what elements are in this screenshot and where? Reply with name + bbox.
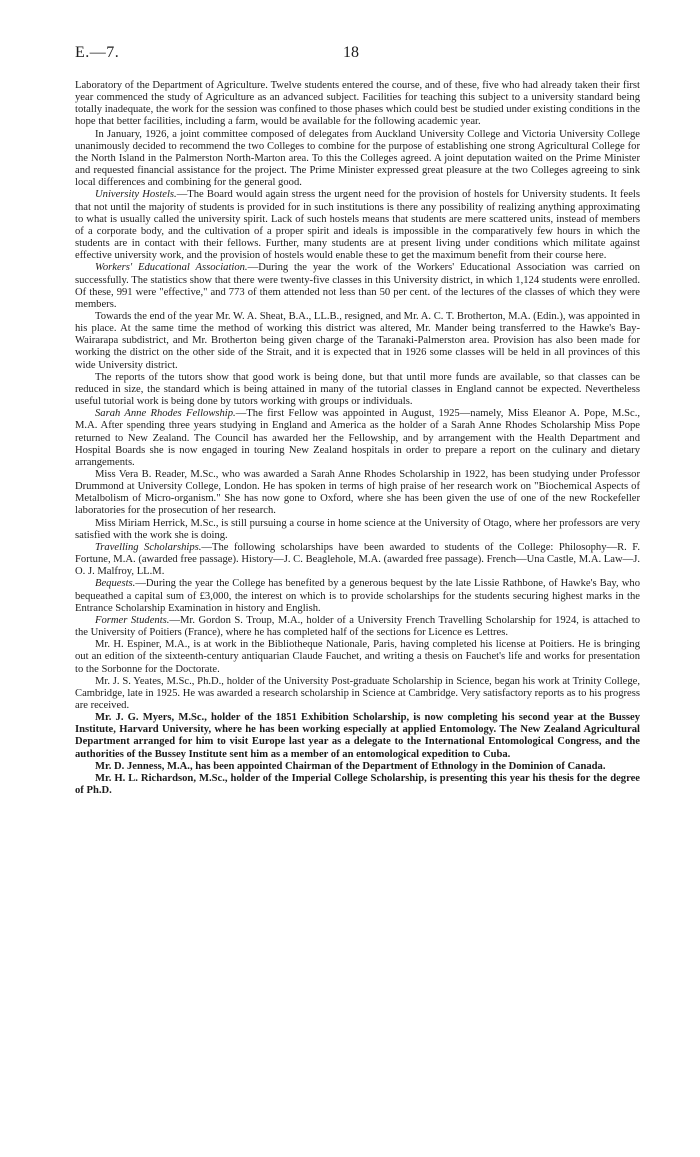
paragraph-university-hostels: University Hostels.—The Board would again stress the urgent need for the provision of hostels for University students. It feels that not until the majority of students is provided for in such institutions is there any possibility of realizing anything approximating to what is usually called the university spirit. Lack of such hostels means that students are mere scattered units, instead of members of a corporate body, and the cultivation of a proper spirit and ideals is impossible in the comparatively few hours in which the students are in contact with their fellows. Further, many students are at present living under conditions which militate against effective university work, and the provision of hostels would enable these to get the maximum benefit from their course here. (75, 189, 640, 262)
paragraph: Mr. J. S. Yeates, M.Sc., Ph.D., holder of the University Post-graduate Scholarship in Science, began his work at Trinity College, Cambridge, late in 1925. He was awarded a research scholarship in Science at Cambridge. Very satisfactory reports as to his progress are received. (75, 675, 640, 711)
paragraph-former-students: Former Students.—Mr. Gordon S. Troup, M.A., holder of a University French Travelling Scholarship for 1924, is attached to the University of Poitiers (France), where he has completed half of the sections for Licence es Lettres. (75, 614, 641, 639)
paragraph-workers-educational-association: Workers' Educational Association.—During the year the work of the Workers' Educational Association was carried on successfully. The statistics show that there were twenty-five classes in this University district, in which 1,124 students were enrolled. Of these, 991 were "effective," and 773 of them attended not less than 50 per cent. of the lectures of the classes of which they were members. (75, 262, 640, 310)
paragraph: Miss Vera B. Reader, M.Sc., who was awarded a Sarah Anne Rhodes Scholarship in 1922, has been studying under Professor Drummond at University College, London. He has spoken in terms of high praise of her research work on "Biochemical Aspects of Metalbolism of Micro-organism." She has now gone to Oxford, where she has been given the use of one of the new Rockefeller laboratories for the prosecution of her research. (75, 469, 640, 517)
paragraph-rhodes-fellowship: Sarah Anne Rhodes Fellowship.—The first Fellow was appointed in August, 1925—namely, Miss Eleanor A. Pope, M.Sc., M.A. After spending three years studying in England and America as the holder of a Sarah Anne Rhodes Scholarship Miss Pope returned to New Zealand. The Council has awarded her the Fellowship, and by arrangement with the Health Department and Hospital Boards she is now engaged in touring New Zealand hospitals in order to prepare a report on the culinary and dietary arrangements. (75, 408, 640, 468)
paragraph: Mr. H. Espiner, M.A., is at work in the Bibliotheque Nationale, Paris, having completed his license at Poitiers. He is bringing out an edition of the sixteenth-century antiquarian Claude Fauchet, and writing a thesis on Fauchet's life and works for presentation to the Sorbonne for the Doctorate. (75, 639, 640, 675)
paragraph: Laboratory of the Department of Agriculture. Twelve students entered the course, and of these, five who had already taken their first year commenced the study of Agriculture as an advanced subject. Facilities for teaching this subject to a university standard being totally inadequate, the work for the session was confined to those phases which could best be studied under existing conditions in the hope that better facilities, including a farm, would be available for the following academic year. (75, 80, 640, 128)
paragraph: Mr. J. G. Myers, M.Sc., holder of the 1851 Exhibition Scholarship, is now completing his second year at the Bussey Institute, Harvard University, where he has been working especially at applied Entomology. The New Zealand Agricultural Department arranged for him to visit Europe last year as a delegate to the International Entomological Congress, and the authorities of the Bussey Institute sent him as a member of an entomological expedition to Cuba. (75, 712, 640, 760)
paragraph: Towards the end of the year Mr. W. A. Sheat, B.A., LL.B., resigned, and Mr. A. C. T. Brotherton, M.A. (Edin.), was appointed in his place. At the same time the method of working this district was altered, Mr. Mander being transferred to the Hawke's Bay-Wairarapa subdistrict, and Mr. Brotherton being given charge of the Taranaki-Palmerston area. Provision has also been made for working the district on the other side of the Strait, and it is expected that in 1926 some classes will be held in all provinces of this wide University district. (75, 310, 640, 371)
paragraph-heading: Workers' Educational Association. (95, 262, 248, 274)
paragraph-heading: Former Students. (95, 614, 170, 626)
paragraph-bequests: Bequests.—During the year the College has benefited by a generous bequest by the late Lissie Rathbone, of Hawke's Bay, who bequeathed a capital sum of £3,000, the interest on which is to provide scholarships for the students securing highest marks in the Entrance Scholarship Examination in history and English. (75, 578, 640, 614)
paragraph: Miss Miriam Herrick, M.Sc., is still pursuing a course in home science at the University of Otago, where her professors are very satisfied with the work she is doing. (75, 517, 640, 541)
body-text (75, 80, 640, 797)
paragraph: Mr. D. Jenness, M.A., has been appointed Chairman of the Department of Ethnology in the Dominion of Canada. (95, 760, 606, 772)
paragraph: The reports of the tutors show that good work is being done, but that until more funds are available, so that classes can be reduced in size, the standard which is being attained in many of the tutorial classes in England cannot be expected. Nevertheless useful tutorial work is being done by tutors working with groups or individuals. (75, 371, 640, 408)
paragraph-heading: Travelling Scholarships. (95, 541, 202, 553)
paragraph-heading: University Hostels. (95, 189, 177, 201)
paragraph-travelling-scholarships: Travelling Scholarships.—The following scholarships have been awarded to students of the College: Philosophy—R. F. Fortune, M.A. (awarded free passage). History—J. C. Beaglehole, M.A. (awarded free passage). French—Una Castle, M.A. Law—J. O. J. Malfroy, LL.M. (75, 541, 640, 578)
page-number: 18 (343, 44, 359, 61)
paragraph: Mr. H. L. Richardson, M.Sc., holder of the Imperial College Scholarship, is presenting this year his thesis for the degree of Ph.D. (75, 772, 640, 797)
paragraph: In January, 1926, a joint committee composed of delegates from Auckland University College and Victoria University College unanimously decided to recommend the two Colleges to combine for the purpose of establishing one strong Agricultural College for the North Island in the Palmerston North-Marton area. To this the Colleges agreed. A joint deputation waited on the Prime Minister and requested financial assistance for the project. The Prime Minister expressed great pleasure at the two Colleges agreeing to sink local differences and combining for the general good. (75, 128, 640, 189)
paragraph-heading: Bequests. (95, 578, 136, 590)
paragraph-heading: Sarah Anne Rhodes Fellowship. (95, 408, 236, 420)
section-reference: E.—7. (75, 44, 120, 61)
